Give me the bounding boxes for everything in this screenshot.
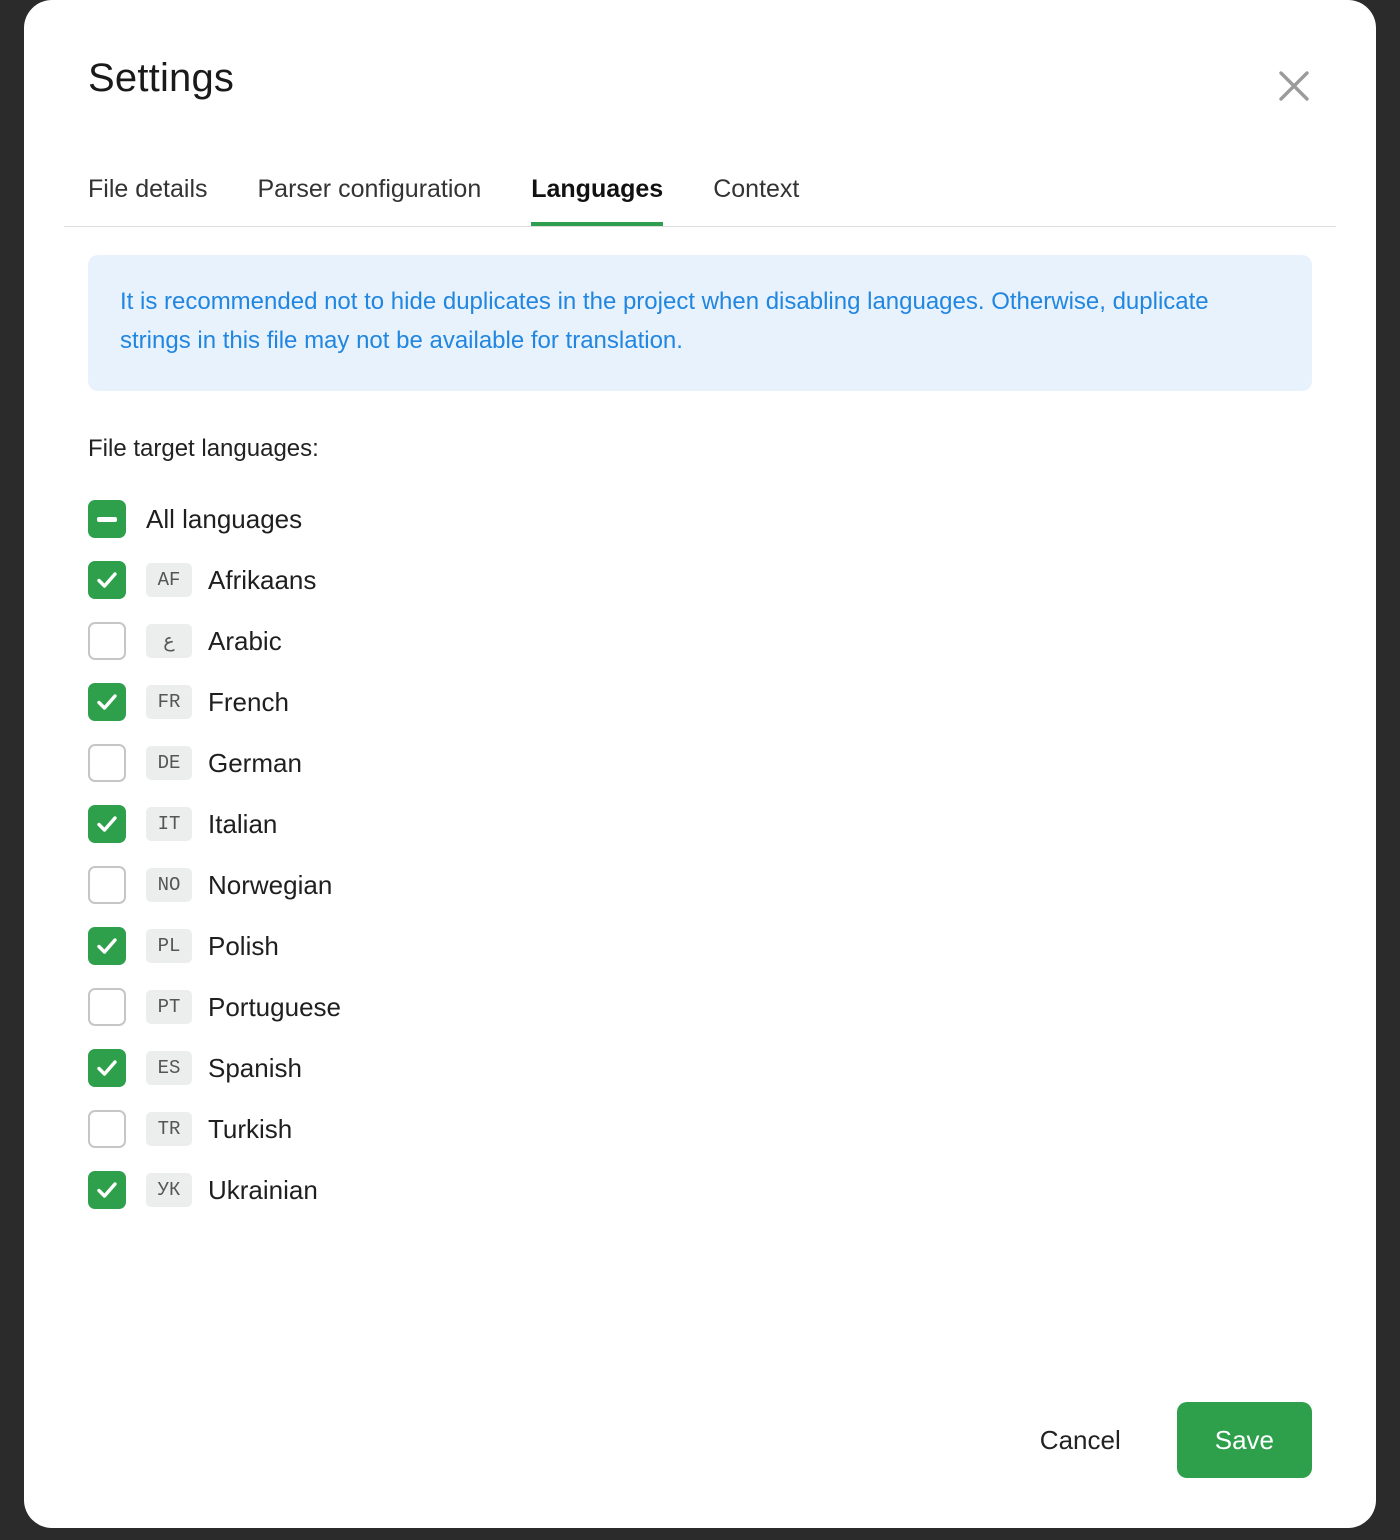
save-button[interactable]: Save <box>1177 1402 1312 1478</box>
checkbox-language[interactable] <box>88 744 126 782</box>
checkbox-language[interactable] <box>88 1171 126 1209</box>
language-code-badge: PL <box>146 929 192 963</box>
language-row[interactable] <box>88 977 1312 1038</box>
language-label: Norwegian <box>208 869 333 900</box>
language-row[interactable] <box>88 855 1312 916</box>
language-code-badge: УК <box>146 1173 192 1207</box>
language-label: Italian <box>208 808 278 839</box>
page-title: Settings <box>88 56 235 100</box>
checkbox-language[interactable] <box>88 927 126 965</box>
language-list <box>88 489 1312 1221</box>
language-label: Turkish <box>208 1113 293 1144</box>
file-target-languages-label: File target languages: <box>88 434 319 462</box>
language-label: German <box>208 747 302 778</box>
language-code-badge: AF <box>146 563 192 597</box>
language-row[interactable] <box>88 733 1312 794</box>
checkbox-language[interactable] <box>88 866 126 904</box>
language-row[interactable] <box>88 1038 1312 1099</box>
checkbox-language[interactable] <box>88 683 126 721</box>
language-row[interactable] <box>88 1099 1312 1160</box>
language-row[interactable] <box>88 1160 1312 1221</box>
language-label: Ukrainian <box>208 1174 318 1205</box>
language-label: All languages <box>146 503 303 534</box>
dialog-header <box>24 0 1376 101</box>
tab-bar <box>64 175 1336 227</box>
language-code-badge: PT <box>146 990 192 1024</box>
language-code-badge: ES <box>146 1051 192 1085</box>
close-icon[interactable] <box>1270 62 1318 110</box>
language-code-badge: IT <box>146 807 192 841</box>
language-row-all[interactable] <box>88 489 1312 550</box>
notice-text: It is recommended not to hide duplicates in the project when disabling languages. Otherwise, duplicate strings in this file may not be available for translation. <box>120 288 1209 354</box>
language-label: Polish <box>208 930 279 961</box>
dialog-footer <box>1020 1402 1312 1478</box>
tab-file-details[interactable]: File details <box>88 175 208 226</box>
language-code-badge: ع <box>146 624 192 658</box>
language-label: Afrikaans <box>208 564 317 595</box>
language-row[interactable] <box>88 550 1312 611</box>
language-row[interactable] <box>88 916 1312 977</box>
language-label: French <box>208 686 289 717</box>
language-label: Arabic <box>208 625 282 656</box>
checkbox-language[interactable] <box>88 805 126 843</box>
settings-dialog <box>24 0 1376 1528</box>
language-code-badge: TR <box>146 1112 192 1146</box>
checkbox-language[interactable] <box>88 1110 126 1148</box>
language-label: Spanish <box>208 1052 302 1083</box>
cancel-button[interactable]: Cancel <box>1020 1413 1141 1468</box>
language-row[interactable] <box>88 672 1312 733</box>
checkbox-all-languages[interactable] <box>88 500 126 538</box>
checkbox-language[interactable] <box>88 1049 126 1087</box>
checkbox-language[interactable] <box>88 622 126 660</box>
tab-context[interactable]: Context <box>713 175 799 226</box>
language-code-badge: FR <box>146 685 192 719</box>
language-code-badge: DE <box>146 746 192 780</box>
checkbox-language[interactable] <box>88 561 126 599</box>
tab-parser-configuration[interactable]: Parser configuration <box>258 175 482 226</box>
language-row[interactable] <box>88 611 1312 672</box>
checkbox-language[interactable] <box>88 988 126 1026</box>
language-code-badge: NO <box>146 868 192 902</box>
language-label: Portuguese <box>208 991 341 1022</box>
language-row[interactable] <box>88 794 1312 855</box>
recommendation-notice <box>88 255 1312 391</box>
tab-languages[interactable]: Languages <box>531 175 663 226</box>
